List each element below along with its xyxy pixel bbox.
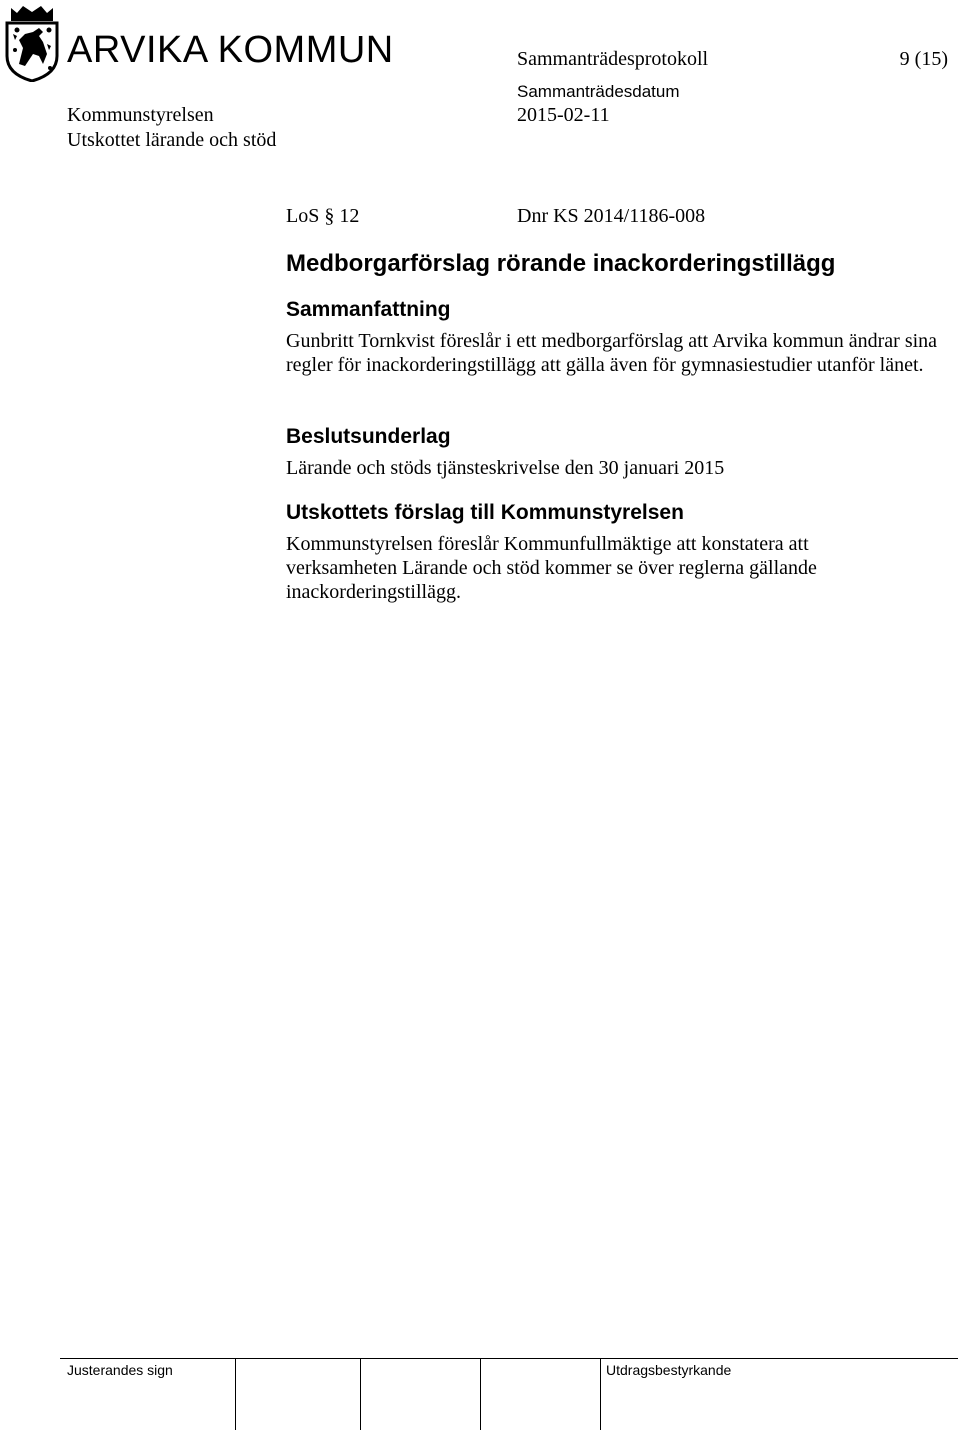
footer-divider — [235, 1358, 236, 1430]
section-heading-proposal: Utskottets förslag till Kommunstyrelsen — [286, 501, 684, 524]
section-heading-decision-basis: Beslutsunderlag — [286, 425, 451, 448]
page-number: 9 (15) — [899, 48, 948, 70]
case-title: Medborgarförslag rörande inackorderingstillägg — [286, 250, 836, 277]
section-heading-summary: Sammanfattning — [286, 298, 451, 321]
committee-name: Utskottet lärande och stöd — [67, 129, 277, 151]
footer-divider — [480, 1358, 481, 1430]
footer-divider — [360, 1358, 361, 1430]
footer-rule — [60, 1358, 958, 1359]
decision-basis-text: Lärande och stöds tjänsteskrivelse den 30 januari 2015 — [286, 457, 725, 479]
footer-divider — [600, 1358, 601, 1430]
proposal-text: Kommunstyrelsen föreslår Kommunfullmäktige att konstatera att verksamheten Lärande och stöd kommer se över reglerna gällande inackorderingstillägg. — [286, 533, 817, 603]
footer-sign-label: Justerandes sign — [67, 1362, 173, 1378]
date-label: Sammanträdesdatum — [517, 82, 680, 101]
paragraph-number: LoS § 12 — [286, 205, 360, 227]
footer-certified-label: Utdragsbestyrkande — [606, 1362, 732, 1378]
meeting-date: 2015-02-11 — [517, 104, 610, 126]
coat-of-arms-icon — [3, 4, 61, 82]
protocol-title: Sammanträdesprotokoll — [517, 48, 709, 70]
logo-text: ARVIKA KOMMUN — [67, 29, 394, 71]
board-name: Kommunstyrelsen — [67, 104, 214, 126]
summary-text: Gunbritt Tornkvist föreslår i ett medborgarförslag att Arvika kommun ändrar sina regler för inackorderingstillägg att gälla även för gymnasiestudier utanför länet. — [286, 330, 938, 376]
dnr-number: Dnr KS 2014/1186-008 — [517, 205, 706, 227]
